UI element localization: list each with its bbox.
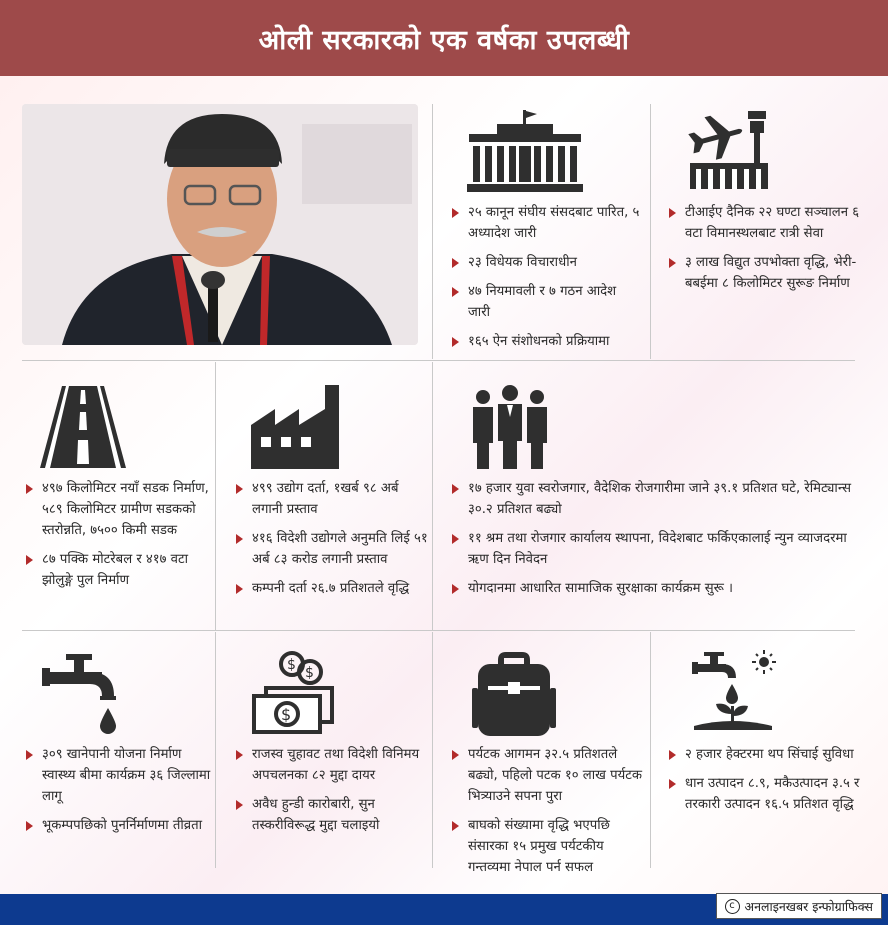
svg-text:$: $ [281, 705, 292, 724]
divider [215, 362, 216, 630]
airport-icon [688, 107, 770, 195]
factory-icon [251, 385, 341, 473]
page-title: ओली सरकारको एक वर्षका उपलब्धी [258, 24, 630, 56]
list-item: ४९९ उद्योग दर्ता, १खर्ब ९८ अर्ब लगानी प्रस्ताव [236, 478, 430, 520]
money-icon [252, 650, 336, 740]
list-item: ३०९ खानेपानी योजना निर्माण स्वास्थ्य बीमा कार्यक्रम ३६ जिल्लामा लागू [26, 744, 212, 807]
list-item: ३ लाख विद्युत उपभोक्ता वृद्धि, भेरी-बबईमा ८ किलोमिटर सुरूङ निर्माण [669, 252, 865, 294]
divider [432, 104, 433, 359]
airport-list [669, 202, 865, 302]
water-tap-icon [42, 652, 122, 740]
list-item: कम्पनी दर्ता २६.७ प्रतिशतले वृद्धि [236, 578, 430, 599]
water-list [26, 744, 212, 844]
copyright-icon: c [725, 899, 740, 914]
agriculture-list [669, 744, 865, 823]
list-item: ८७ पक्कि मोटरेबल र ४१७ वटा झोलुङ्गे पुल निर्माण [26, 549, 212, 591]
leader-photo [22, 104, 418, 345]
irrigation-plant-icon [688, 650, 778, 740]
revenue-list [236, 744, 430, 844]
list-item: योगदानमा आधारित सामाजिक सुरक्षाका कार्यक्रम सुरू । [452, 578, 852, 599]
credit-text: अनलाइनखबर इन्फोग्राफिक्स [744, 898, 873, 914]
list-item: ४१६ विदेशी उद्योगले अनुमति लिई ५१ अर्ब ८३ करोड लगानी प्रस्ताव [236, 528, 430, 570]
list-item: २३ विधेयक विचाराधीन [452, 252, 642, 273]
list-item: पर्यटक आगमन ३२.५ प्रतिशतले बढ्यो, पहिलो पटक १० लाख पर्यटक भित्र्याउने सपना पुरा [452, 744, 648, 807]
divider [650, 104, 651, 359]
list-item: अवैध हुन्डी कारोबारी, सुन तस्करीविरूद्ध मुद्दा चलाइयो [236, 794, 430, 836]
employment-list [452, 478, 852, 607]
list-item: ४९७ किलोमिटर नयाँ सडक निर्माण, ५८९ किलोमिटर ग्रामीण सडकको स्तरोन्नति, ७५०० किमी सडक [26, 478, 212, 541]
divider [215, 632, 216, 868]
parliament-building-icon [467, 110, 583, 196]
list-item: भूकम्पपछिको पुनर्निर्माणमा तीव्रता [26, 815, 212, 836]
people-group-icon [471, 385, 549, 473]
divider [650, 632, 651, 868]
list-item: २५ कानून संघीय संसदबाट पारित, ५ अध्यादेश जारी [452, 202, 642, 244]
list-item: १७ हजार युवा स्वरोजगार, वैदेशिक रोजगारीमा जाने ३९.१ प्रतिशत घटे, रेमिट्यान्स ३०.२ प्रतिशत बढ्यो [452, 478, 852, 520]
svg-text:$: $ [305, 665, 314, 681]
list-item: बाघको संख्यामा वृद्धि भएपछि संसारका १५ प्रमुख पर्यटकीय गन्तव्यमा नेपाल पर्न सफल [452, 815, 648, 878]
svg-text:$: $ [287, 657, 296, 673]
header-banner [0, 0, 888, 76]
list-item: ४७ नियमावली र ७ गठन आदेश जारी [452, 281, 642, 323]
backpack-icon [472, 652, 556, 740]
divider [22, 360, 855, 361]
list-item: २ हजार हेक्टरमा थप सिंचाई सुविधा [669, 744, 865, 765]
road-list [26, 478, 212, 599]
credit-badge [716, 893, 882, 919]
road-icon [40, 386, 126, 472]
list-item: राजस्व चुहावट तथा विदेशी विनिमय अपचलनका ८२ मुद्दा दायर [236, 744, 430, 786]
list-item: टीआईए दैनिक २२ घण्टा सञ्चालन ६ वटा विमानस्थलबाट रात्री सेवा [669, 202, 865, 244]
divider [22, 630, 855, 631]
tourism-list [452, 744, 648, 886]
divider [432, 362, 433, 630]
industry-list [236, 478, 430, 607]
list-item: धान उत्पादन ८.९, मकैउत्पादन ३.५ र तरकारी उत्पादन १६.५ प्रतिशत वृद्धि [669, 773, 865, 815]
parliament-list [452, 202, 642, 360]
list-item: १६५ ऐन संशोधनको प्रक्रियामा [452, 331, 642, 352]
divider [432, 632, 433, 868]
list-item: ११ श्रम तथा रोजगार कार्यालय स्थापना, विदेशबाट फर्किएकालाई न्युन व्याजदरमा ऋण दिन निवेदन [452, 528, 852, 570]
